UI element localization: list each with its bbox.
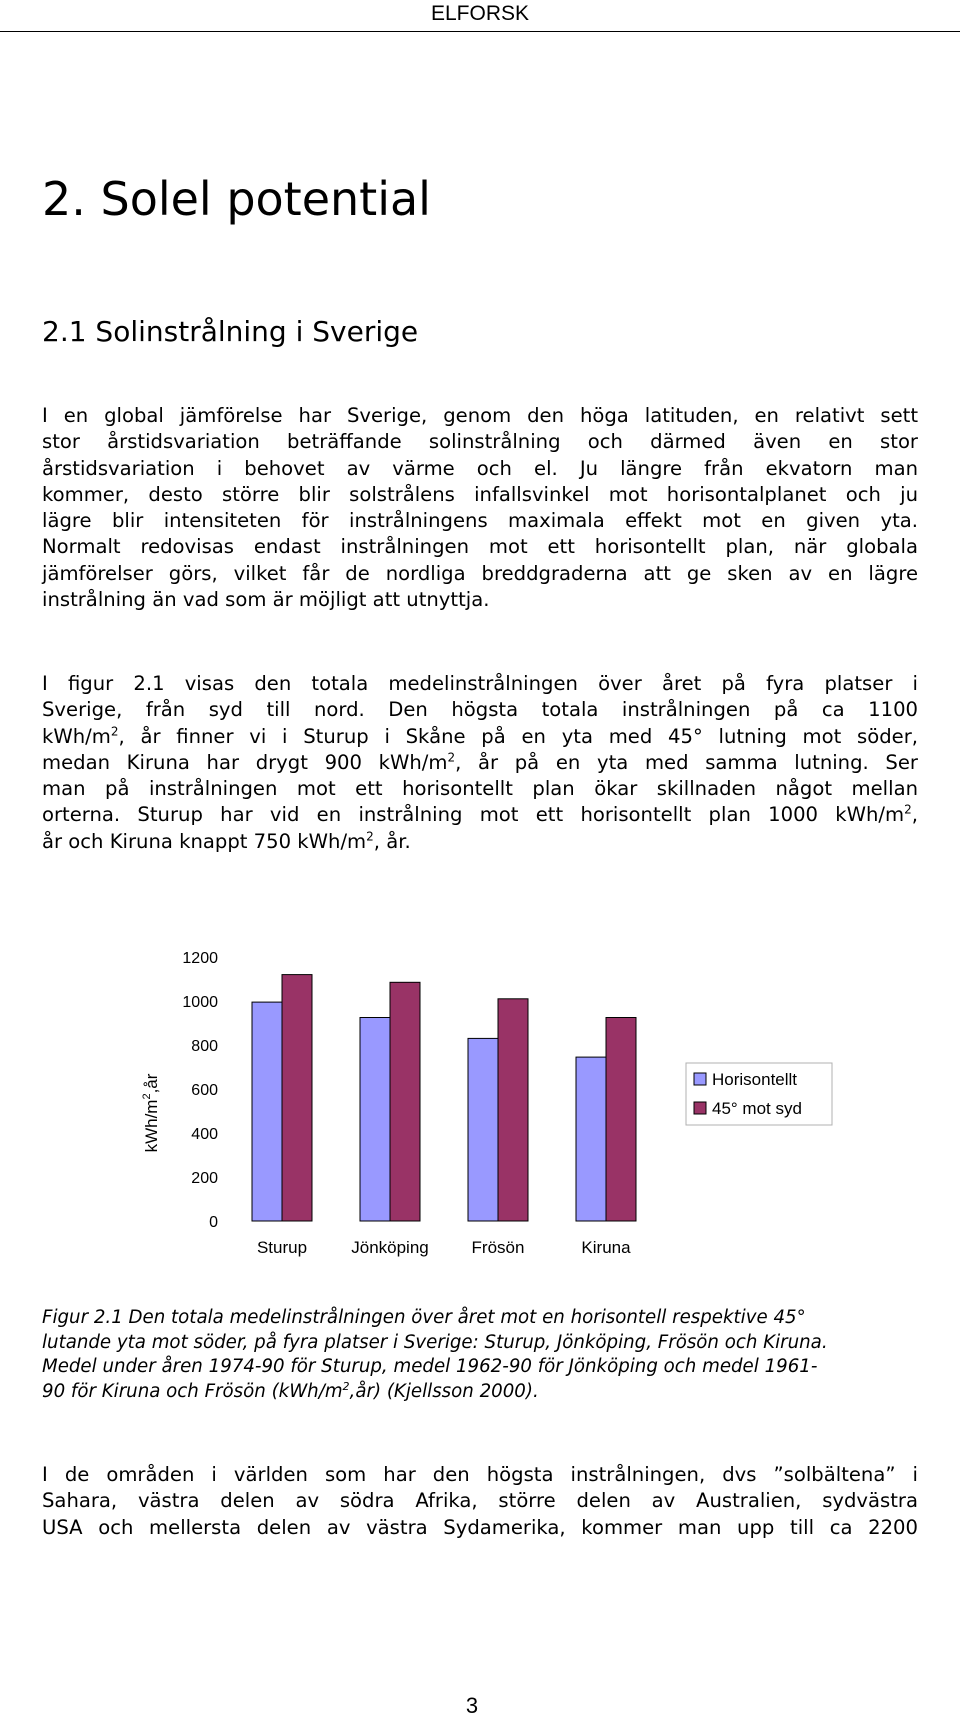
paragraph-2-line: orterna. Sturup har vid en instrålning mot ett horisontellt plan 1000 kWh/$m^2$, <box>42 802 918 827</box>
bar-horizontal-frösön <box>468 1038 498 1221</box>
paragraph-2-line: medan Kiruna har drygt 900 kWh/$m^2$, år på en yta med samma lutning. Ser <box>42 750 918 774</box>
paragraph-1-line: jämförelser görs, vilket får de nordliga breddgraderna att ge sken av en lägre <box>42 561 918 585</box>
paragraph-1-line: kommer, desto större blir solstrålens infallsvinkel mot horisontalplanet och ju <box>42 482 918 506</box>
bar-horizontal-jönköping <box>360 1018 390 1222</box>
paragraph-1-line: lägre blir intensiteten för instrålningens maximala effekt mot en given yta. <box>42 509 918 533</box>
paragraph-2-line: Sverige, från syd till nord. Den högsta totala instrålningen på ca 1100 <box>42 698 918 722</box>
bar-horizontal-sturup <box>252 1002 282 1221</box>
paragraph-1-line: I en global jämförelse har Sverige, genom den höga latituden, en relativt sett <box>42 404 918 427</box>
superscript: 2 <box>904 802 912 817</box>
y-tick-label: 1000 <box>182 994 218 1011</box>
caption-line: 90 för Kiruna och Frösön $(kWh/m^2,år)$ (Kjellsson 2000). <box>42 1379 539 1402</box>
superscript: 2 <box>342 1379 350 1393</box>
x-tick-label: Sturup <box>256 1238 308 1257</box>
bar-tilted-kiruna <box>606 1018 636 1222</box>
paragraph-1-line: stor årstidsvariation beträffande solinstrålning och därmed även en stor <box>42 430 918 454</box>
figure-caption <box>42 1306 922 1404</box>
bar-horizontal-kiruna <box>576 1057 606 1221</box>
caption-line: Medel under åren 1974-90 för Sturup, medel 1962-90 för Jönköping och medel 1961- <box>42 1356 818 1377</box>
running-header: ELFORSK <box>430 2 530 25</box>
y-tick-label: 400 <box>191 1126 218 1143</box>
paragraph-2-line: I figur 2.1 visas den totala medelinstrålningen över året på fyra platser i <box>42 672 918 695</box>
y-tick-label: 200 <box>191 1170 218 1187</box>
bar-tilted-frösön <box>498 999 528 1221</box>
paragraph-2-line: år och Kiruna knappt 750 kWh/$m^2$, år. <box>42 829 411 853</box>
header-rule <box>0 31 960 32</box>
paragraph-3-line: USA och mellersta delen av västra Sydamerika, kommer man upp till ca 2200 <box>42 1515 918 1539</box>
superscript: 2 <box>110 724 119 739</box>
paragraph-1-line: årstidsvariation i behovet av värme och el. Ju längre från ekvatorn man <box>42 456 918 480</box>
x-tick-label: Jönköping <box>351 1238 429 1257</box>
page-number: 3 <box>465 1693 479 1718</box>
paragraph-3 <box>42 1462 918 1541</box>
superscript: 2 <box>447 750 456 765</box>
irradiation-bar-chart <box>130 935 850 1270</box>
legend-label: 45° mot syd <box>712 1099 802 1118</box>
chapter-title: 2. Solel potential <box>42 172 431 226</box>
legend-label: Horisontellt <box>712 1070 798 1089</box>
section-title: 2.1 Solinstrålning i Sverige <box>42 315 419 348</box>
paragraph-2-line: man på instrålningen mot ett horisontellt plan ökar skillnaden något mellan <box>42 777 918 801</box>
y-tick-label: 600 <box>191 1082 218 1099</box>
legend-swatch <box>694 1102 706 1114</box>
paragraph-3-line: I de områden i världen som har den högsta instrålningen, dvs ”solbältena” i <box>42 1463 918 1486</box>
y-axis-label: kWh/$m^2,år$ <box>141 1073 161 1153</box>
x-tick-label: Frösön <box>471 1238 525 1257</box>
y-tick-label: 0 <box>209 1214 218 1231</box>
paragraph-3-line: Sahara, västra delen av södra Afrika, större delen av Australien, sydvästra <box>42 1489 918 1513</box>
x-tick-label: Kiruna <box>581 1238 631 1257</box>
caption-line: lutande yta mot söder, på fyra platser i Sverige: Sturup, Jönköping, Frösön och Kiruna. <box>42 1331 828 1353</box>
y-tick-label: 800 <box>191 1038 218 1055</box>
paragraph-2 <box>42 671 918 855</box>
bar-tilted-sturup <box>282 975 312 1221</box>
paragraph-1-line: Normalt redovisas endast instrålningen mot ett horisontellt plan, när globala <box>42 535 918 559</box>
bar-tilted-jönköping <box>390 982 420 1221</box>
y-tick-label: 1200 <box>182 950 218 967</box>
chart-bars <box>252 975 636 1221</box>
superscript: 2 <box>366 829 374 844</box>
paragraph-1 <box>42 403 918 613</box>
paragraph-2-line: kWh/$m^2$, år finner vi i Sturup i Skåne på en yta med 45° lutning mot söder, <box>42 724 918 748</box>
legend-swatch <box>694 1073 706 1085</box>
caption-line: Figur 2.1 Den totala medelinstrålningen över året mot en horisontell respektive 45° <box>42 1307 806 1328</box>
chart-legend <box>686 1063 832 1125</box>
paragraph-1-line: instrålning än vad som är möjligt att utnyttja. <box>42 588 490 612</box>
